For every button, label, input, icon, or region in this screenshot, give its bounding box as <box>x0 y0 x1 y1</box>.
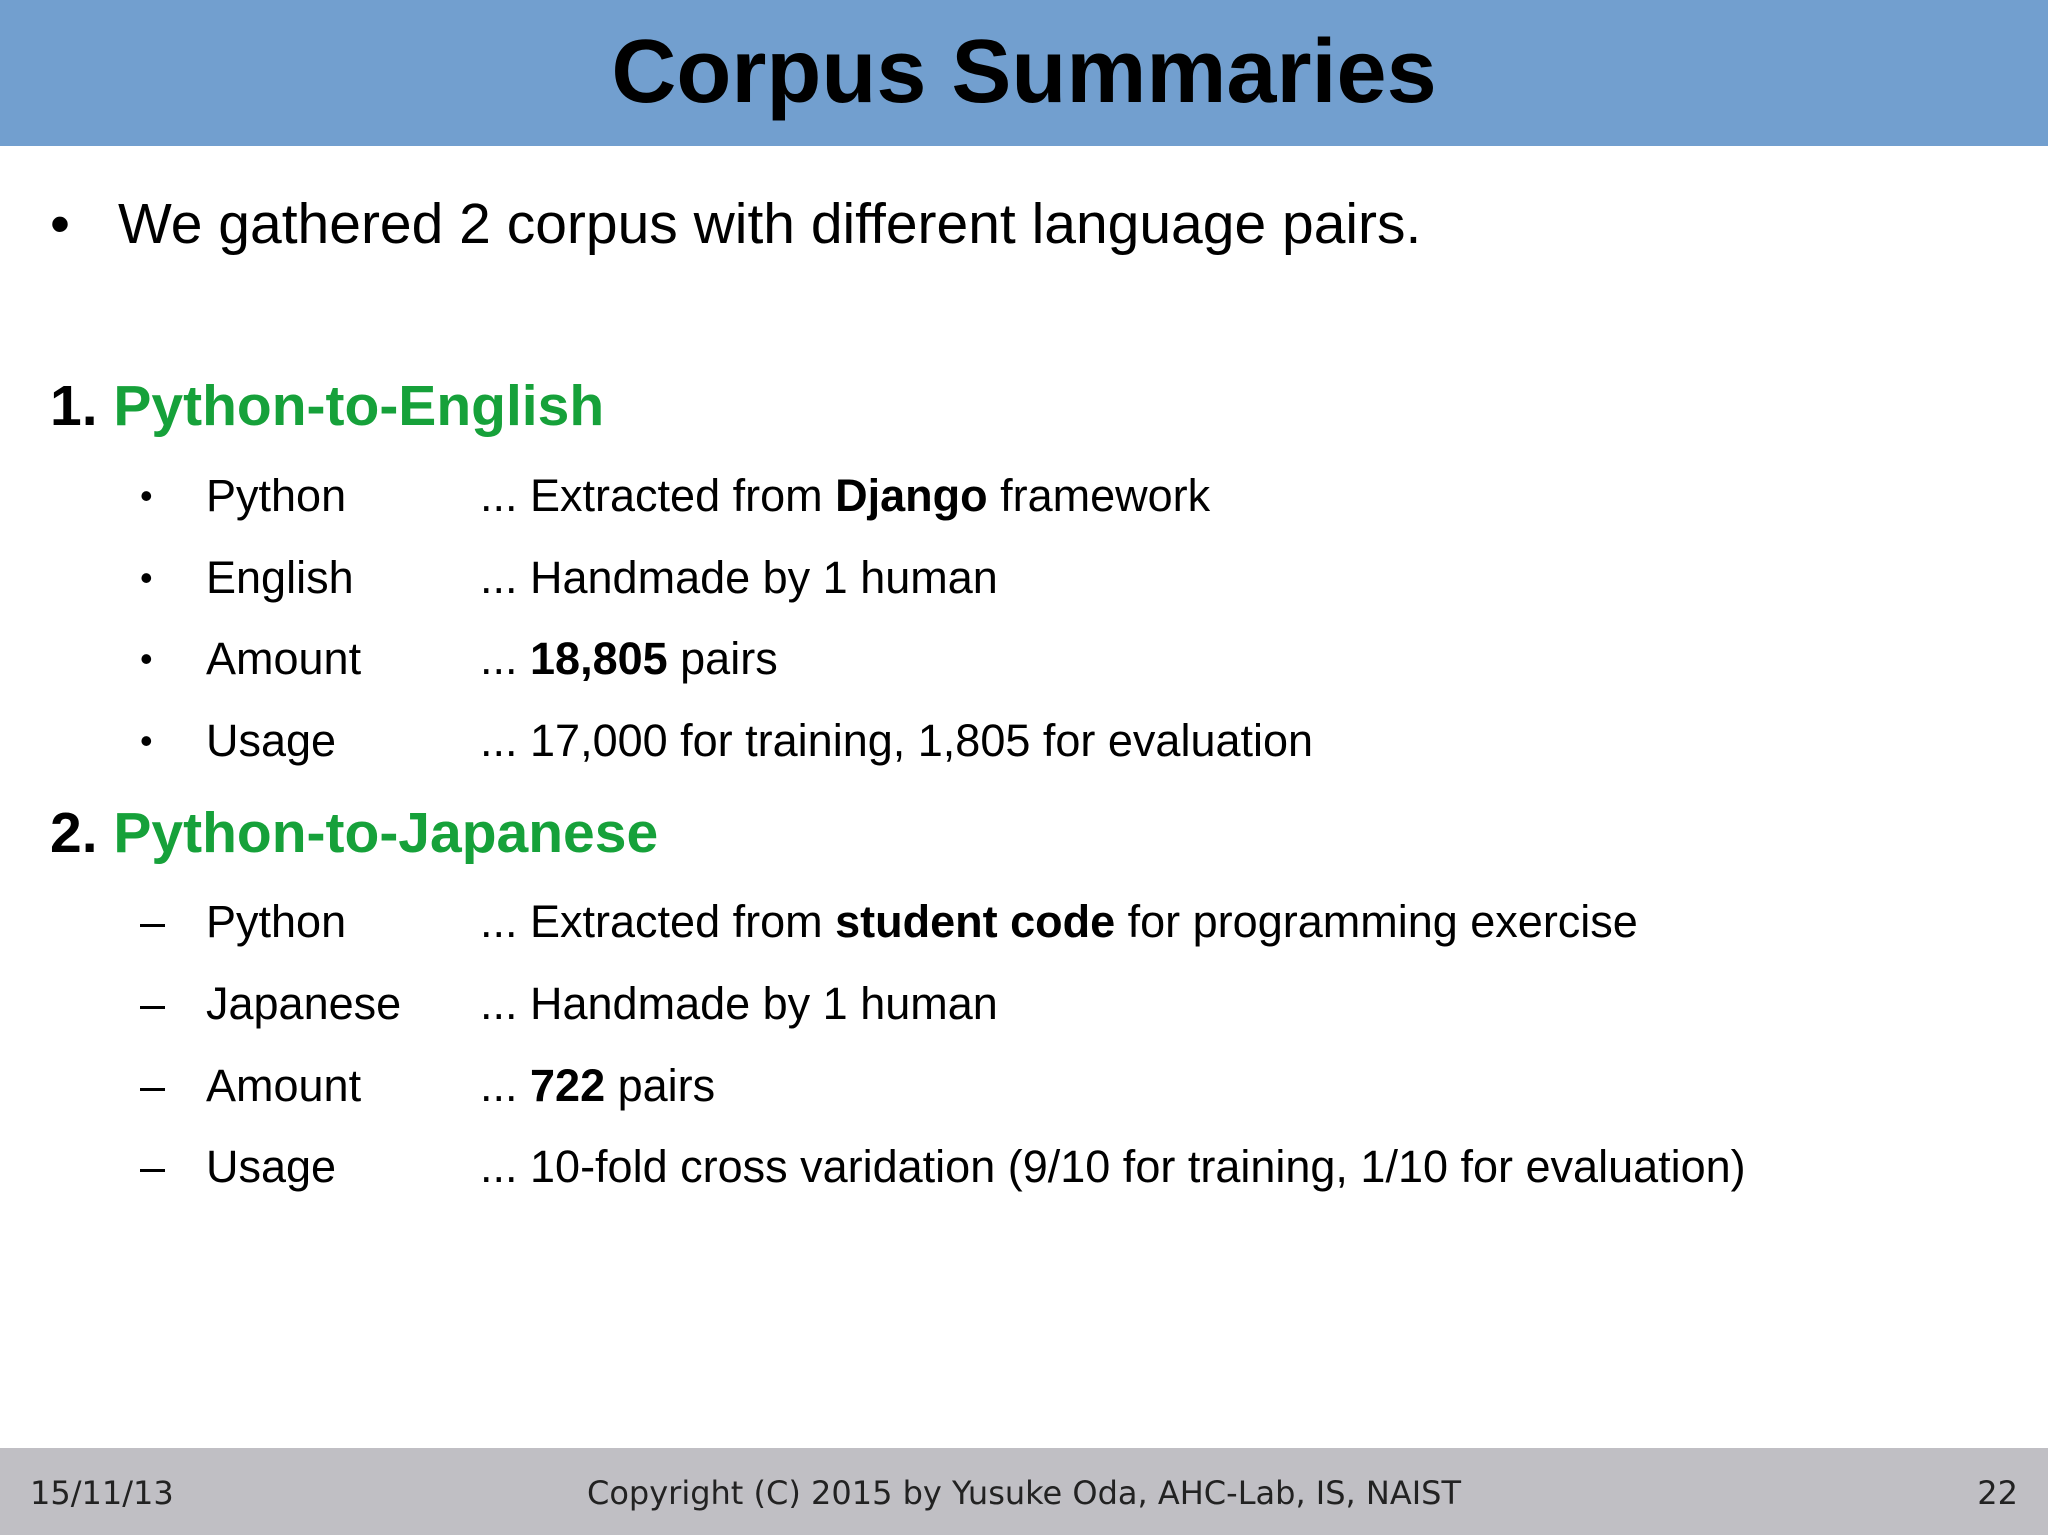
list-item <box>136 1060 715 1112</box>
item-value: ... Handmade by 1 human <box>480 978 998 1029</box>
dash-icon: – <box>140 978 166 1029</box>
item-value: ... 10-fold cross varidation (9/10 for training, 1/10 for evaluation) <box>480 1141 1746 1192</box>
bullet-icon: • <box>140 475 153 516</box>
item-value: ... Handmade by 1 human <box>480 552 998 603</box>
item-label: Japanese <box>206 978 402 1029</box>
item-label: Usage <box>206 715 337 766</box>
section-name: Python-to-Japanese <box>113 801 659 865</box>
footer-copyright: Copyright (C) 2015 by Yusuke Oda, AHC-Lab, IS, NAIST <box>586 1474 1461 1512</box>
list-item <box>136 978 998 1030</box>
list-item <box>136 715 1313 767</box>
dash-icon: – <box>140 896 166 947</box>
item-value: ... 18,805 pairs <box>480 633 778 684</box>
list-item <box>136 552 998 604</box>
footer-bar <box>0 1448 2048 1535</box>
item-value: ... Extracted from student code for programming exercise <box>480 896 1638 947</box>
intro-text: We gathered 2 corpus with different language pairs. <box>118 192 1422 256</box>
item-value: ... Extracted from Django framework <box>480 470 1211 521</box>
section-number: 2. <box>50 801 98 865</box>
title-bar <box>0 0 2048 146</box>
intro-line <box>50 192 1421 258</box>
bullet-icon: • <box>140 638 153 679</box>
slide-title: Corpus Summaries <box>611 22 1437 122</box>
dash-icon: – <box>140 1060 166 1111</box>
list-item <box>136 470 1210 522</box>
item-value: ... 17,000 for training, 1,805 for evaluation <box>480 715 1314 766</box>
section-heading-python-to-japanese <box>50 801 658 867</box>
list-item <box>136 1141 1746 1193</box>
section-heading-python-to-english <box>50 374 604 440</box>
dash-icon: – <box>140 1141 166 1192</box>
page-number: 22 <box>1977 1474 2018 1512</box>
footer-date: 15/11/13 <box>30 1474 174 1512</box>
list-item <box>136 896 1638 948</box>
item-label: Usage <box>206 1141 337 1192</box>
item-label: Amount <box>206 1060 362 1111</box>
bullet-icon: • <box>140 720 153 761</box>
item-label: Python <box>206 470 347 521</box>
list-item <box>136 633 778 685</box>
item-value: ... 722 pairs <box>480 1060 716 1111</box>
bullet-icon: • <box>50 192 70 256</box>
item-label: Python <box>206 896 347 947</box>
item-label: Amount <box>206 633 362 684</box>
bullet-icon: • <box>140 557 153 598</box>
section-name: Python-to-English <box>113 374 605 438</box>
item-label: English <box>206 552 354 603</box>
section-number: 1. <box>50 374 98 438</box>
